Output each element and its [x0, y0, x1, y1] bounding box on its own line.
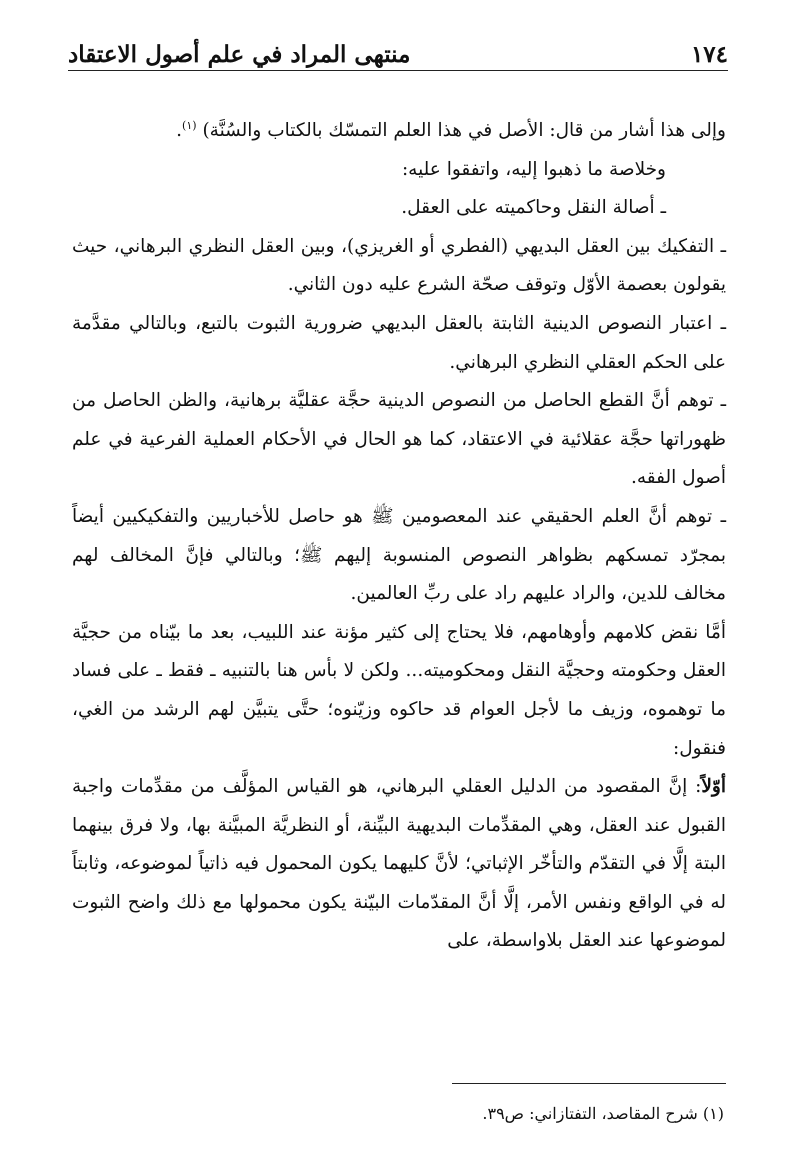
- paragraph-4: ـ التفكيك بين العقل البديهي (الفطري أو الغريزي)، وبين العقل النظري البرهاني، حيث يقولون بعصمة الأوّل وتوقف صحّة الشرع عليه دون الثاني.: [72, 235, 726, 296]
- paragraph-9-text: : إنَّ المقصود من الدليل العقلي البرهاني، هو القياس المؤلَّف من مقدِّمات واجبة القبول عند العقل، وهي المقدِّمات البديهية البيِّنة، أو النظريَّة المبيَّنة بها، ولا فرق بينهما البتة إلَّا في التقدّم والتأخّر الإثباتي؛ لأنَّ كليهما يكون المحمول فيه ذاتياً لموضوعه، وثابتاً له في الواقع ونفس الأمر، إلَّا أنَّ المقدّمات البيّنة يكون محمولها مع ذلك واضح الثبوت لموضوعها عند العقل بلاواسطة، على: [72, 776, 726, 952]
- paragraph-5: ـ اعتبار النصوص الدينية الثابتة بالعقل البديهي ضرورية الثبوت بالتبع، وبالتالي مقدَّمة على الحكم العقلي النظري البرهاني.: [72, 312, 726, 373]
- paragraph-6: ـ توهم أنَّ القطع الحاصل من النصوص الدينية حجَّة عقليَّة برهانية، والظن الحاصل من ظهوراتها حجَّة عقلائية في الاعتقاد، كما هو الحال في الأحكام العملية الفرعية في علم أصول الفقه.: [72, 390, 726, 489]
- page-number: ١٧٤: [690, 41, 728, 68]
- paragraph-9: [72, 768, 726, 961]
- footnote-1: (١) شرح المقاصد، التفتازاني: ص٣٩.: [482, 1104, 724, 1123]
- footnote-divider: [452, 1083, 726, 1084]
- paragraph-9-lead: أوّلاً: [701, 776, 726, 798]
- paragraph-1-text: وإلى هذا أشار من قال: الأصل في هذا العلم التمسّك بالكتاب والسُنَّة): [202, 120, 726, 141]
- paragraph-1: [72, 112, 726, 151]
- footnote-ref-1: (١): [182, 118, 197, 132]
- paragraph-7: ـ توهم أنَّ العلم الحقيقي عند المعصومين ﷺ هو حاصل للأخباريين والتفكيكيين أيضاً بمجرّد تمسكهم بظواهر النصوص المنسوبة إليهم ﷺ؛ وبالتالي فإنَّ المخالف لهم مخالف للدين، والراد عليهم راد على ربِّ العالمين.: [72, 505, 726, 605]
- paragraph-3: ـ أصالة النقل وحاكميته على العقل.: [401, 197, 666, 219]
- running-title: منتهى المراد في علم أصول الاعتقاد: [68, 41, 411, 68]
- running-header: [68, 26, 728, 71]
- main-text: [72, 112, 726, 961]
- paragraph-2: وخلاصة ما ذهبوا إليه، واتفقوا عليه:: [401, 158, 666, 180]
- paragraph-1-end: .: [176, 120, 183, 141]
- paragraph-8: أمَّا نقض كلامهم وأوهامهم، فلا يحتاج إلى كثير مؤنة عند اللبيب، بعد ما بيّناه من حجيَّة العقل وحكومته وحجيَّة النقل ومحكوميته... ولكن لا بأس هنا بالتنبيه ـ فقط ـ على فساد ما توهموه، وزيف ما لأجل العوام قد حاكوه وزيّنوه؛ حتَّى يتبيَّن لهم الرشد من الغي، فنقول:: [72, 621, 726, 759]
